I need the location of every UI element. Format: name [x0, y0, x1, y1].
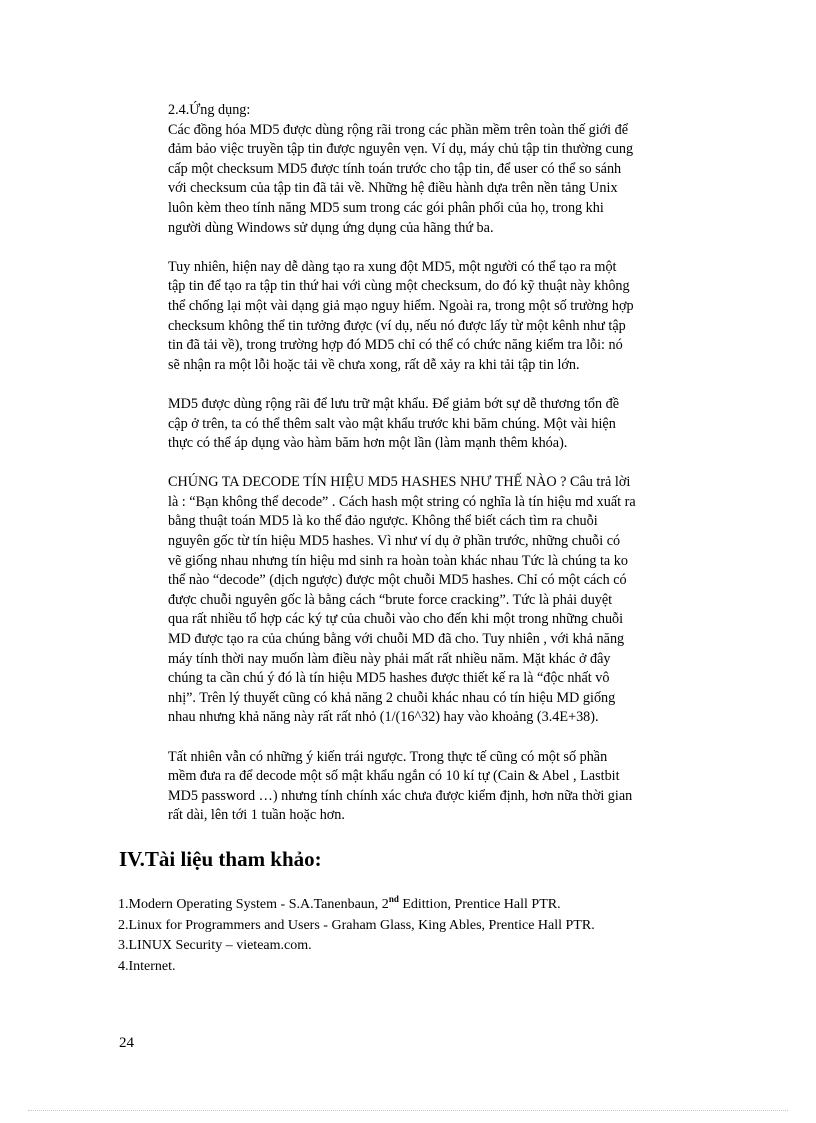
references-heading: IV.Tài liệu tham khảo:	[119, 847, 322, 871]
text-line: tập tin để tạo ra tập tin thứ hai với cùng một checksum, do đó kỹ thuật này không	[168, 278, 630, 295]
text-line: MD5 được dùng rộng rãi để lưu trữ mật khẩu. Để giảm bớt sự dễ thương tổn đề	[168, 395, 620, 412]
text-line: CHÚNG TA DECODE TÍN HIỆU MD5 HASHES NHƯ THẾ NÀO ? Câu trả lời	[168, 474, 631, 491]
reference-text: Edittion, Prentice Hall PTR.	[398, 897, 561, 912]
page-number: 24	[119, 1035, 134, 1051]
references-list	[118, 895, 718, 977]
page-bottom-divider	[28, 1110, 788, 1111]
text-line: cập ở trên, ta có thể thêm salt vào mật khẩu trước khi băm chúng. Một vài hiện	[168, 415, 616, 432]
applications-paragraph	[168, 101, 698, 238]
text-line: chúng ta cần chú ý đó là tín hiệu MD5 hashes được thiết kế ra là “độc nhất vô	[168, 670, 610, 687]
collisions-paragraph	[168, 258, 698, 376]
text-line: được chuỗi nguyên gốc là bằng cách “brute force cracking”. Tức là phải duyệt	[168, 591, 613, 608]
reference-item: 3.LINUX Security – vieteam.com.	[118, 938, 312, 953]
reference-superscript: nd	[388, 894, 399, 904]
text-line: là : “Bạn không thể decode” . Cách hash một string có nghĩa là tín hiệu md xuất ra	[168, 493, 636, 510]
text-line: thể nào “decode” (dịch ngược) được một chuỗi MD5 hashes. Chỉ có một cách có	[168, 572, 627, 589]
text-line: Các đồng hóa MD5 được dùng rộng rãi trong các phần mềm trên toàn thế giới để	[168, 121, 629, 138]
reference-item: 4.Internet.	[118, 958, 176, 974]
text-line: nhị”. Trên lý thuyết cũng có khả năng 2 chuỗi khác nhau có tín hiệu MD giống	[168, 689, 616, 706]
text-line: tin đã tải về), trong trường hợp đó MD5 chỉ có thể có chức năng kiểm tra lỗi: nó	[168, 337, 623, 354]
counter-paragraph	[168, 748, 698, 826]
text-line: sẽ nhận ra một lỗi hoặc tải về chưa xong, rất dễ xảy ra khi tải tập tin lớn.	[168, 356, 580, 373]
text-line: qua rất nhiều tổ hợp các ký tự của chuỗi vào cho đến khi một trong những chuỗi	[168, 611, 624, 628]
text-line: với checksum của tập tin đã tải về. Những hệ điều hành dựa trên nền tảng Unix	[168, 180, 618, 197]
text-line: thể chống lại một vài dạng giả mạo nguy hiểm. Ngoài ra, trong một số trường hợp	[168, 297, 634, 314]
section-title: 2.4.Ứng dụng:	[168, 102, 251, 118]
reference-text: 1.Modern Operating System - S.A.Tanenbaun, 2	[118, 897, 389, 912]
text-line: nguyên gốc từ tín hiệu MD5 hashes. Vì như ví dụ ở phần trước, những chuỗi có	[168, 533, 621, 550]
passwords-paragraph	[168, 395, 698, 454]
text-line: luôn kèm theo tính năng MD5 sum trong các gói phân phối của họ, trong khi	[168, 199, 604, 216]
text-line: nhau nhưng khả năng này rất rất nhỏ (1/(16^32) hay vào khoảng (3.4E+38).	[168, 709, 599, 726]
text-line: người dùng Windows sử dụng ứng dụng của hãng thứ ba.	[168, 219, 494, 236]
text-line: MD5 password …) nhưng tính chính xác chưa được kiểm định, hơn nữa thời gian	[168, 787, 633, 804]
text-line: Tất nhiên vẫn có những ý kiến trái ngược. Trong thực tế cũng có một số phần	[168, 748, 608, 765]
body-text	[168, 101, 698, 846]
text-line: vẽ giống nhau nhưng tín hiệu md sinh ra hoàn toàn khác nhau Tức là chúng ta ko	[168, 552, 628, 569]
decode-paragraph	[168, 473, 698, 728]
text-line: rất dài, lên tới 1 tuần hoặc hơn.	[168, 807, 345, 824]
text-line: đảm bảo việc truyền tập tin được nguyên vẹn. Ví dụ, máy chủ tập tin thường cung	[168, 141, 634, 158]
text-line: bằng thuật toán MD5 là ko thể đảo ngược. Không thể biết cách tìm ra chuỗi	[168, 513, 598, 530]
text-line: thực có thể áp dụng vào hàm băm hơn một lần (làm mạnh thêm khóa).	[168, 435, 568, 452]
text-line: máy tính thời nay muốn làm điều này phải mất rất nhiều năm. Mặt khác ở đây	[168, 650, 611, 667]
text-line: checksum không thể tin tưởng được (ví dụ, nếu nó được lấy từ một kênh như tập	[168, 317, 626, 334]
text-line: cấp một checksum MD5 được tính toán trước cho tập tin, để user có thể so sánh	[168, 160, 622, 177]
reference-item: 2.Linux for Programmers and Users - Graham Glass, King Ables, Prentice Hall PTR.	[118, 917, 595, 933]
text-line: MD được tạo ra của chúng bằng với chuỗi MD đã cho. Tuy nhiên , với khả năng	[168, 631, 625, 648]
text-line: mềm đưa ra để decode một số mật khẩu ngắn có 10 kí tự (Cain & Abel , Lastbit	[168, 768, 620, 785]
reference-item	[118, 895, 718, 916]
text-line: Tuy nhiên, hiện nay dễ dàng tạo ra xung đột MD5, một người có thể tạo ra một	[168, 258, 617, 275]
